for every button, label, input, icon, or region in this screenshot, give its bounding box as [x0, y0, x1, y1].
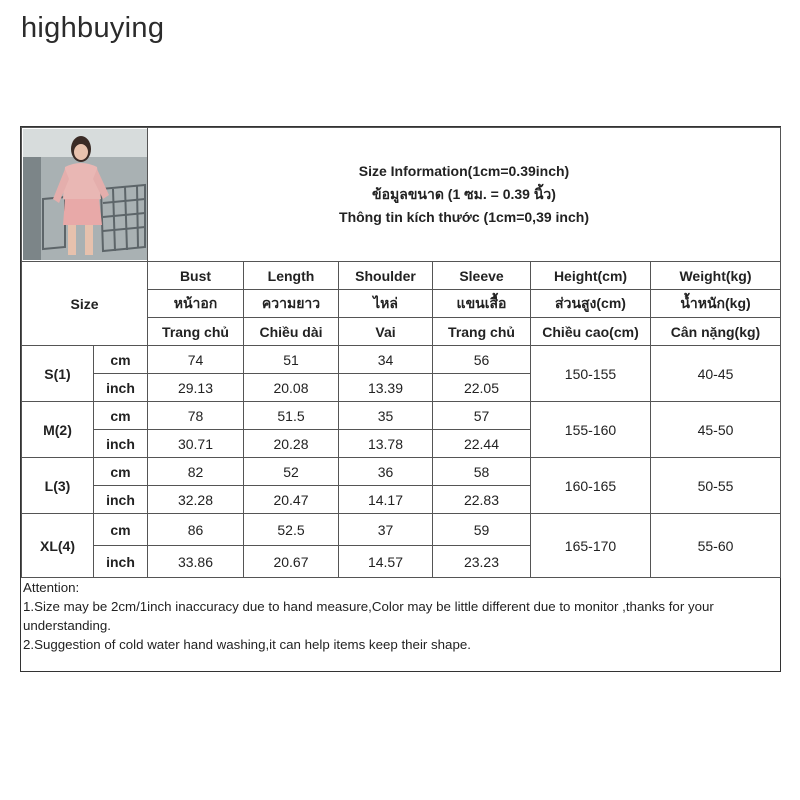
- table-cell: 20.67: [244, 546, 339, 578]
- unit-label: cm: [94, 402, 148, 430]
- height-range: 160-165: [531, 458, 651, 514]
- weight-range: 55-60: [651, 514, 781, 578]
- col-header: ความยาว: [244, 290, 339, 318]
- table-cell: 86: [148, 514, 244, 546]
- col-header: Trang chủ: [148, 318, 244, 346]
- size-row-cm: [22, 458, 781, 486]
- table-cell: 52.5: [244, 514, 339, 546]
- weight-range: 45-50: [651, 402, 781, 458]
- table-cell: 58: [433, 458, 531, 486]
- size-row-cm: [22, 402, 781, 430]
- table-cell: 59: [433, 514, 531, 546]
- col-header: Sleeve: [433, 262, 531, 290]
- table-cell: 36: [339, 458, 433, 486]
- table-cell: 14.17: [339, 486, 433, 514]
- table-cell: 35: [339, 402, 433, 430]
- header-row-en: [22, 262, 781, 290]
- size-header: Size: [22, 262, 148, 346]
- table-cell: 22.05: [433, 374, 531, 402]
- col-header: Chiều cao(cm): [531, 318, 651, 346]
- col-header: Trang chủ: [433, 318, 531, 346]
- col-header: Length: [244, 262, 339, 290]
- table-cell: 30.71: [148, 430, 244, 458]
- table-cell: 78: [148, 402, 244, 430]
- table-cell: 74: [148, 346, 244, 374]
- table-cell: 29.13: [148, 374, 244, 402]
- size-name: S(1): [22, 346, 94, 402]
- attention-notes: [23, 578, 778, 654]
- col-header: หน้าอก: [148, 290, 244, 318]
- table-cell: 13.39: [339, 374, 433, 402]
- size-info-title: [148, 128, 781, 262]
- table-cell: 20.08: [244, 374, 339, 402]
- product-photo: [23, 129, 147, 260]
- col-header: Weight(kg): [651, 262, 781, 290]
- product-photo-illustration: [23, 129, 147, 260]
- table-cell: 57: [433, 402, 531, 430]
- unit-label: cm: [94, 346, 148, 374]
- table-cell: 33.86: [148, 546, 244, 578]
- table-cell: 52: [244, 458, 339, 486]
- col-header: แขนเสื้อ: [433, 290, 531, 318]
- title-line-en: Size Information(1cm=0.39inch): [358, 163, 570, 179]
- table-cell: 34: [339, 346, 433, 374]
- table-cell: 51: [244, 346, 339, 374]
- size-name: M(2): [22, 402, 94, 458]
- weight-range: 40-45: [651, 346, 781, 402]
- unit-label: cm: [94, 514, 148, 546]
- title-line-vi: Thông tin kích thước (1cm=0,39 inch): [339, 209, 589, 225]
- title-line-th: ข้อมูลขนาด (1 ซม. = 0.39 นิ้ว): [372, 186, 556, 202]
- size-row-cm: [22, 514, 781, 546]
- brand-watermark: highbuying: [21, 12, 165, 44]
- table-cell: 20.47: [244, 486, 339, 514]
- size-table: [21, 127, 781, 578]
- table-cell: 20.28: [244, 430, 339, 458]
- col-header: Cân nặng(kg): [651, 318, 781, 346]
- height-range: 150-155: [531, 346, 651, 402]
- col-header: Vai: [339, 318, 433, 346]
- height-range: 165-170: [531, 514, 651, 578]
- col-header: ส่วนสูง(cm): [531, 290, 651, 318]
- table-cell: 51.5: [244, 402, 339, 430]
- table-cell: 22.44: [433, 430, 531, 458]
- col-header: Bust: [148, 262, 244, 290]
- col-header: น้ำหนัก(kg): [651, 290, 781, 318]
- table-cell: 23.23: [433, 546, 531, 578]
- unit-label: inch: [94, 546, 148, 578]
- unit-label: cm: [94, 458, 148, 486]
- col-header: Shoulder: [339, 262, 433, 290]
- unit-label: inch: [94, 430, 148, 458]
- table-cell: 37: [339, 514, 433, 546]
- table-cell: 13.78: [339, 430, 433, 458]
- weight-range: 50-55: [651, 458, 781, 514]
- table-cell: 14.57: [339, 546, 433, 578]
- unit-label: inch: [94, 374, 148, 402]
- height-range: 155-160: [531, 402, 651, 458]
- size-row-cm: [22, 346, 781, 374]
- table-cell: 22.83: [433, 486, 531, 514]
- col-header: Chiều dài: [244, 318, 339, 346]
- table-cell: 32.28: [148, 486, 244, 514]
- table-cell: 56: [433, 346, 531, 374]
- notes-line: 2.Suggestion of cold water hand washing,it can help items keep their shape.: [23, 637, 471, 652]
- table-cell: 82: [148, 458, 244, 486]
- size-name: XL(4): [22, 514, 94, 578]
- unit-label: inch: [94, 486, 148, 514]
- product-photo-cell: [22, 128, 148, 262]
- size-chart: [20, 126, 781, 672]
- notes-heading: Attention:: [23, 580, 80, 595]
- notes-line: 1.Size may be 2cm/1inch inaccuracy due to hand measure,Color may be little different due to monitor ,thanks for your understanding.: [23, 599, 714, 633]
- col-header: Height(cm): [531, 262, 651, 290]
- col-header: ไหล่: [339, 290, 433, 318]
- size-name: L(3): [22, 458, 94, 514]
